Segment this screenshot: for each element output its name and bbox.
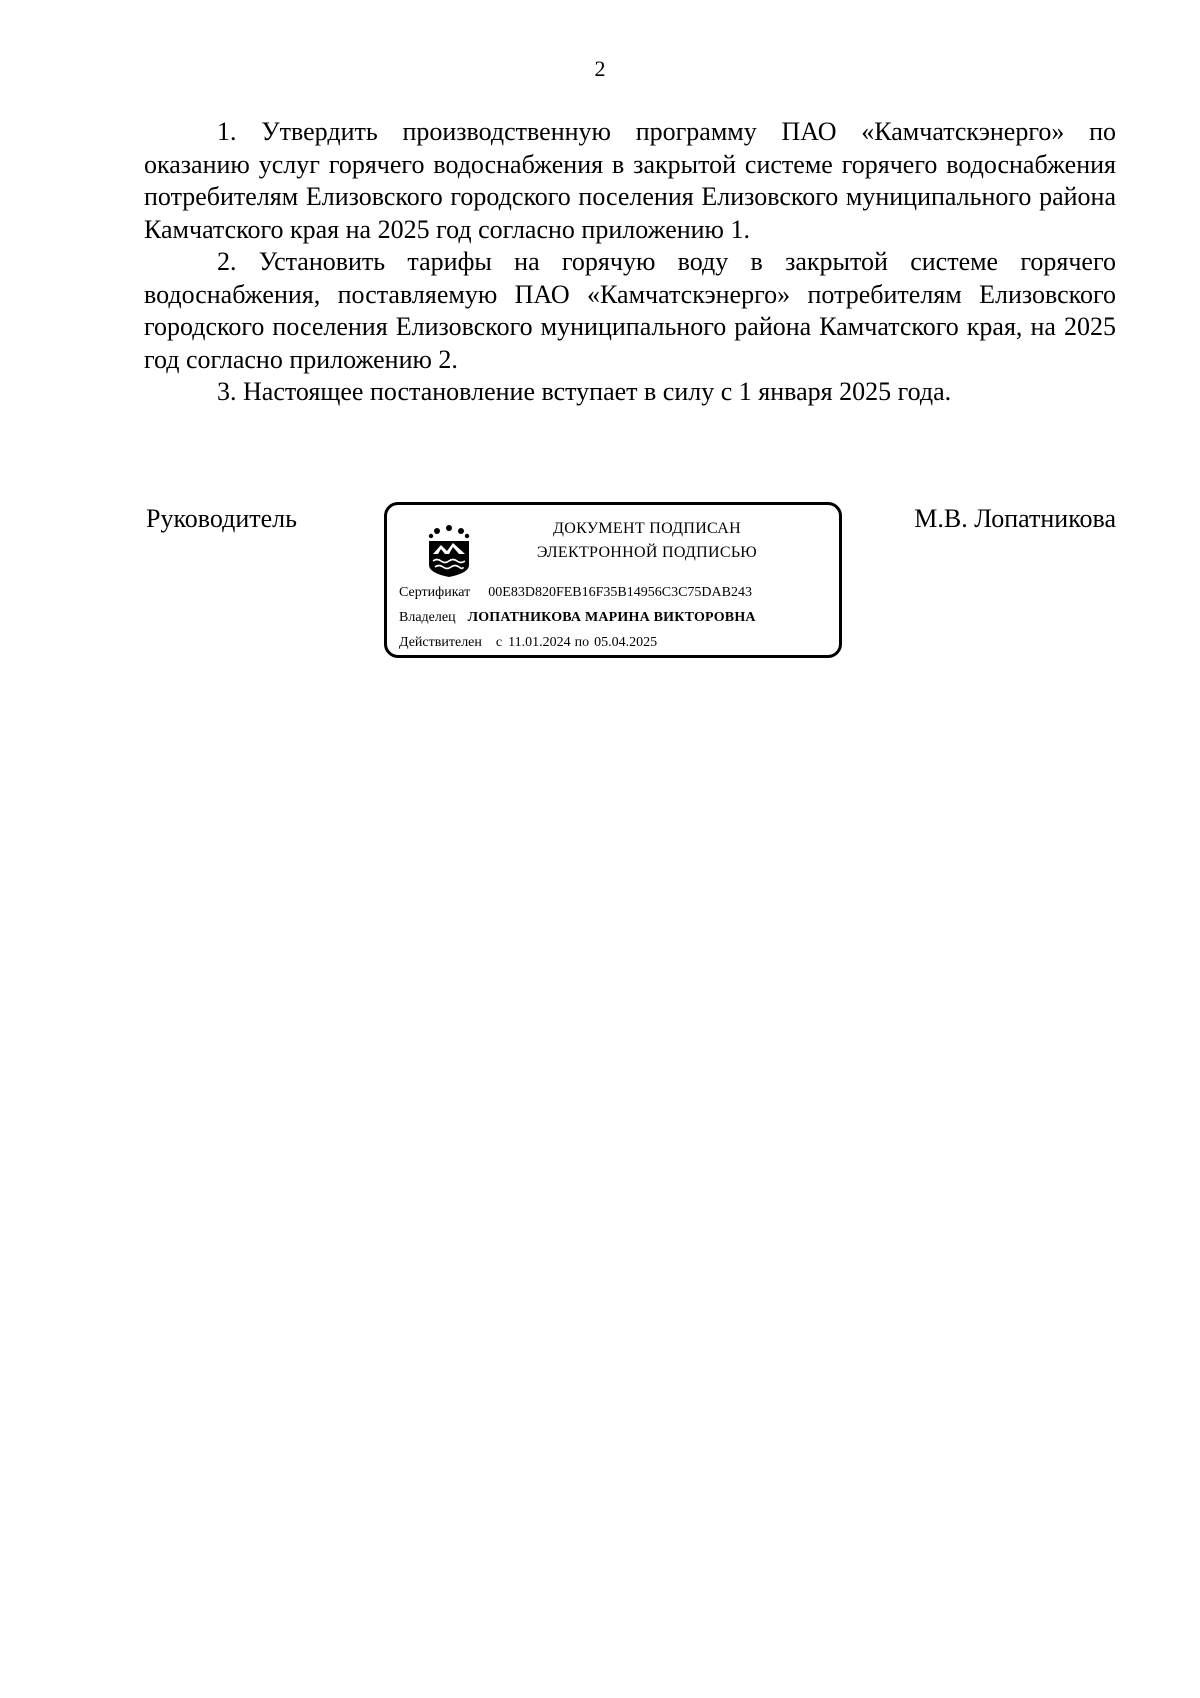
certificate-label: Сертификат	[399, 585, 471, 600]
owner-label: Владелец	[399, 610, 456, 625]
valid-from-date: 11.01.2024	[508, 635, 571, 650]
paragraph-2: 2. Установить тарифы на горячую воду в закрытой системе горячего водоснабжения, поставляемую ПАО «Камчатскэнерго» потребителям Елизовского городского поселения Елизовского муниципального района Камчатского края, на 2025 год согласно приложению 2.	[144, 247, 1116, 374]
valid-to-word: по	[574, 635, 590, 650]
signature-block	[144, 502, 1116, 672]
stamp-title-line-2: ЭЛЕКТРОННОЙ ПОДПИСЬЮ	[536, 544, 758, 561]
paragraph-1: 1. Утвердить производственную программу ПАО «Камчатскэнерго» по оказанию услуг горячего водоснабжения в закрытой системе горячего водоснабжения потребителям Елизовского городского поселения Елизовского муниципального района Камчатского края на 2025 год согласно приложению 1.	[144, 117, 1116, 244]
stamp-title-line-1: ДОКУМЕНТ ПОДПИСАН	[553, 520, 741, 537]
owner-value: ЛОПАТНИКОВА МАРИНА ВИКТОРОВНА	[467, 610, 756, 625]
stamp-validity-row	[399, 634, 657, 652]
paragraph-3: 3. Настоящее постановление вступает в силу с 1 января 2025 года.	[217, 377, 952, 406]
signer-name: М.В. Лопатникова	[914, 504, 1116, 533]
certificate-value: 00E83D820FEB16F35B14956C3C75DAB243	[488, 585, 752, 600]
kamchatka-coat-of-arms-icon	[423, 521, 475, 579]
stamp-certificate-row	[399, 584, 752, 602]
valid-label: Действителен	[399, 635, 482, 650]
stamp-owner-row	[399, 609, 756, 627]
electronic-signature-stamp	[384, 502, 842, 658]
valid-to-date: 05.04.2025	[594, 635, 658, 650]
page-number: 2	[594, 56, 606, 81]
valid-from-word: с	[495, 635, 503, 650]
signer-position: Руководитель	[146, 504, 297, 533]
stamp-title	[497, 517, 797, 565]
document-body	[144, 116, 1116, 409]
